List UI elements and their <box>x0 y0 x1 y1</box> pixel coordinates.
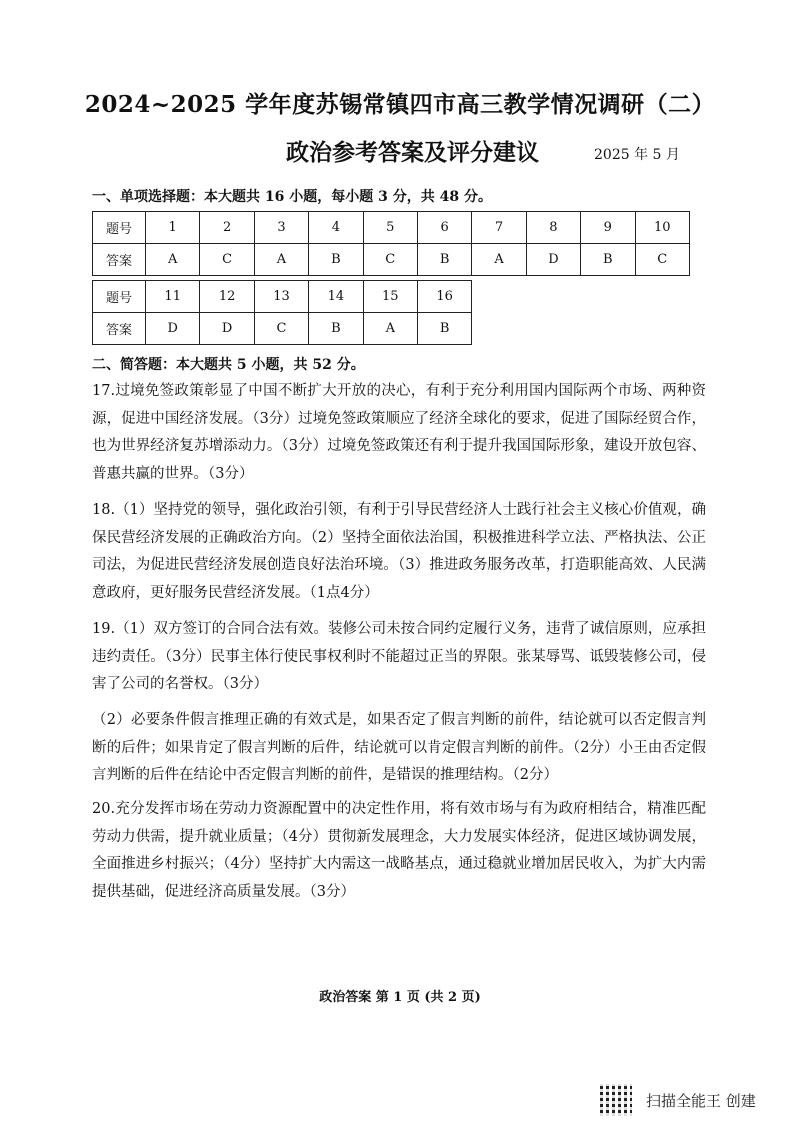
cell: A <box>254 244 308 276</box>
cell: D <box>146 313 200 345</box>
cell: 16 <box>417 281 471 313</box>
answer-table-1 <box>92 211 690 276</box>
row-label: 题号 <box>93 281 146 313</box>
cell: 12 <box>200 281 254 313</box>
cell: 13 <box>254 281 308 313</box>
exam-date: 2025 年 5 月 <box>594 147 680 163</box>
row-label: 答案 <box>93 244 146 276</box>
answer-q19-part1: 19.（1）双方签订的合同合法有效。装修公司未按合同约定履行义务，违背了诚信原则，应承担违约责任。（3分）民事主体行使民事权利时不能超过正当的界限。张某辱骂、诋毁装修公司，侵害了公司的名誉权。（3分） <box>92 621 706 692</box>
cell: B <box>309 313 363 345</box>
table-row <box>93 212 690 244</box>
cell: C <box>363 244 417 276</box>
qr-code-icon <box>600 1084 632 1116</box>
cell: B <box>417 244 471 276</box>
cell: 5 <box>363 212 417 244</box>
cell: B <box>581 244 635 276</box>
page-title: 2024~2025 学年度苏锡常镇四市高三教学情况调研（二） <box>84 91 716 118</box>
cell: 6 <box>417 212 471 244</box>
cell: 14 <box>309 281 363 313</box>
cell: 1 <box>146 212 200 244</box>
answer-q18: 18.（1）坚持党的领导，强化政治引领，有利于引导民营经济人士践行社会主义核心价值观，确保民营经济发展的正确政治方向。（2）坚持全面依法治国，积极推进科学立法、严格执法、公正司法，为促进民营经济发展创造良好法治环境。（3）推进政务服务改革，打造职能高效、人民满意政府，更好服务民营经济发展。（1点4分） <box>92 502 706 601</box>
cell: 8 <box>526 212 580 244</box>
cell: 9 <box>581 212 635 244</box>
cell: D <box>200 313 254 345</box>
table-row <box>93 313 472 345</box>
cell: 11 <box>146 281 200 313</box>
cell: B <box>309 244 363 276</box>
answer-q17: 17.过境免签政策彰显了中国不断扩大开放的决心，有利于充分利用国内国际两个市场、两种资源，促进中国经济发展。（3分）过境免签政策顺应了经济全球化的要求，促进了国际经贸合作，也为世界经济复苏增添动力。（3分）过境免签政策还有利于提升我国国际形象，建设开放包容、普惠共赢的世界。（3分） <box>92 383 706 482</box>
scanner-watermark <box>600 1084 756 1116</box>
cell: 15 <box>363 281 417 313</box>
cell: 7 <box>472 212 526 244</box>
cell: B <box>417 313 471 345</box>
cell: 3 <box>254 212 308 244</box>
section2-heading: 二、简答题：本大题共 5 小题，共 52 分。 <box>92 357 365 373</box>
section1-heading: 一、单项选择题：本大题共 16 小题，每小题 3 分，共 48 分。 <box>92 189 492 205</box>
page-subtitle: 政治参考答案及评分建议 <box>286 139 539 166</box>
cell: 4 <box>309 212 363 244</box>
cell: 2 <box>200 212 254 244</box>
cell: C <box>254 313 308 345</box>
page-footer: 政治答案 第 1 页 (共 2 页) <box>319 990 481 1005</box>
cell: 10 <box>635 212 689 244</box>
cell: A <box>146 244 200 276</box>
answer-table-2 <box>92 280 472 345</box>
answer-q19-part2: （2）必要条件假言推理正确的有效式是，如果否定了假言判断的前件，结论就可以否定假言判断的后件；如果肯定了假言判断的后件，结论就可以肯定假言判断的前件。（2分）小王由否定假言判断的后件在结论中否定假言判断的前件，是错误的推理结构。（2分） <box>92 712 706 783</box>
cell: D <box>526 244 580 276</box>
cell: A <box>472 244 526 276</box>
row-label: 答案 <box>93 313 146 345</box>
answer-q20: 20.充分发挥市场在劳动力资源配置中的决定性作用，将有效市场与有为政府相结合，精准匹配劳动力供需，提升就业质量；（4分）贯彻新发展理念，大力发展实体经济，促进区域协调发展，全面推进乡村振兴；（4分）坚持扩大内需这一战略基点，通过稳就业增加居民收入，为扩大内需提供基础，促进经济高质量发展。（3分） <box>92 801 706 900</box>
row-label: 题号 <box>93 212 146 244</box>
table-row <box>93 244 690 276</box>
cell: C <box>200 244 254 276</box>
cell: C <box>635 244 689 276</box>
table-row <box>93 281 472 313</box>
watermark-text: 扫描全能王 创建 <box>646 1091 756 1110</box>
cell: A <box>363 313 417 345</box>
